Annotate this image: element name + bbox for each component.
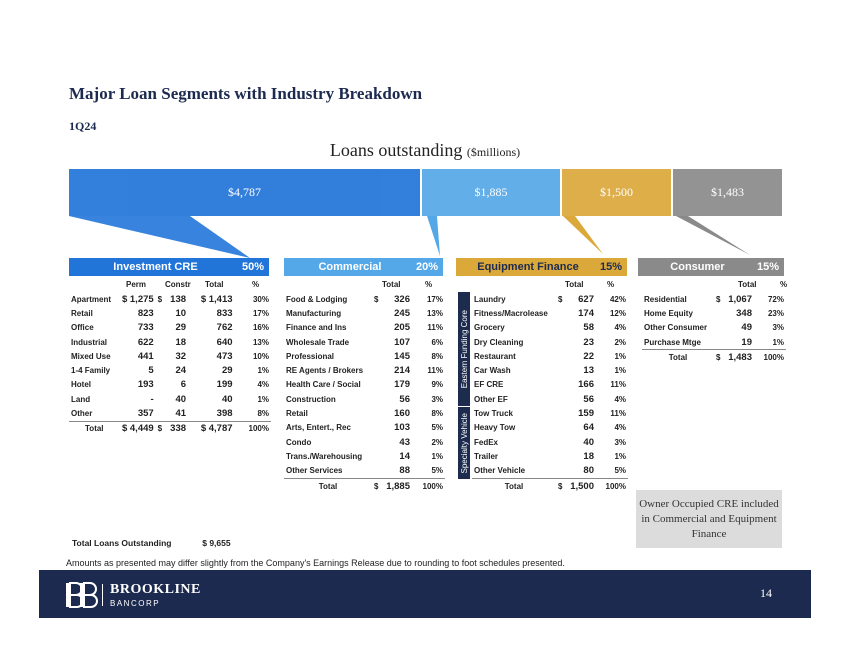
pct-value: 4% xyxy=(614,323,626,333)
table-total-row xyxy=(284,478,445,493)
pct-value: 100% xyxy=(763,352,784,362)
constr-value: 6 xyxy=(180,379,187,391)
constr-value: 29 xyxy=(175,322,187,334)
logo-sub: BANCORP xyxy=(110,599,161,608)
currency-symbol xyxy=(372,321,382,335)
currency-symbol xyxy=(372,435,382,449)
row-label: Fitness/Macrolease xyxy=(474,308,548,318)
row-label: Mixed Use xyxy=(71,351,111,361)
currency-symbol xyxy=(156,321,168,335)
pct-value: 11% xyxy=(610,409,626,419)
total-value: 199 xyxy=(216,379,233,391)
pct-value: 23% xyxy=(767,308,784,318)
total-value: 174 xyxy=(578,307,594,319)
currency-symbol xyxy=(556,349,566,363)
table-row xyxy=(69,335,271,349)
table-row xyxy=(472,421,628,435)
header-name: Consumer xyxy=(670,261,725,273)
table-row xyxy=(284,435,445,449)
connector-commercial xyxy=(427,216,440,256)
total-value: 43 xyxy=(399,436,410,448)
currency-symbol xyxy=(556,392,566,406)
bar-label-consumer: $1,483 xyxy=(711,185,744,199)
row-label: EF CRE xyxy=(474,380,504,390)
pct-value: 5% xyxy=(431,466,443,476)
table-total-row xyxy=(69,421,271,436)
total-value: $ 1,413 xyxy=(200,293,233,305)
pct-value: 17% xyxy=(252,308,269,318)
row-label: Total xyxy=(668,352,688,362)
constr-value: 32 xyxy=(175,350,187,362)
col-total: Total xyxy=(738,280,757,289)
row-label: Health Care / Social xyxy=(286,380,361,390)
constr-value: 338 xyxy=(170,423,187,435)
table-row xyxy=(472,378,628,392)
pct-value: 1% xyxy=(257,366,269,376)
brookline-logo xyxy=(66,581,216,614)
pct-value: 100% xyxy=(605,481,626,491)
total-value: 23 xyxy=(583,336,594,348)
total-value: 145 xyxy=(394,350,410,362)
pct-value: 2% xyxy=(614,337,626,347)
table-row xyxy=(472,306,628,320)
total-value: $ 4,787 xyxy=(200,423,233,435)
pct-value: 13% xyxy=(252,337,269,347)
pct-value: 3% xyxy=(772,323,784,333)
table-row xyxy=(69,378,271,392)
table-row xyxy=(472,449,628,463)
constr-value: 138 xyxy=(170,293,187,305)
currency-symbol xyxy=(156,363,168,377)
pct-value: 17% xyxy=(426,294,443,304)
row-label: Total xyxy=(85,424,104,434)
row-label: Retail xyxy=(71,308,93,318)
col-total: Total xyxy=(382,280,401,289)
pct-value: 8% xyxy=(431,409,443,419)
total-value: 56 xyxy=(399,393,410,405)
row-label: Total xyxy=(318,481,338,491)
table-row xyxy=(284,449,445,463)
total-value: 205 xyxy=(394,322,410,334)
consumer-table xyxy=(642,292,786,364)
pct-value: 1% xyxy=(431,451,443,461)
currency-symbol: $ xyxy=(374,481,379,491)
currency-symbol: $ xyxy=(558,481,563,491)
row-label: Laundry xyxy=(474,294,506,304)
header-name: Investment CRE xyxy=(113,261,198,273)
table-row xyxy=(284,292,445,306)
pct-value: 1% xyxy=(772,337,784,347)
currency-symbol xyxy=(556,464,566,479)
pct-value: 16% xyxy=(252,323,269,333)
row-label: Other EF xyxy=(474,394,508,404)
total-value: 833 xyxy=(216,307,233,319)
total-value: 1,483 xyxy=(728,351,752,363)
total-value: 18 xyxy=(583,450,594,462)
total-value: 88 xyxy=(399,465,410,477)
row-label: Finance and Ins xyxy=(286,323,347,333)
currency-symbol xyxy=(556,435,566,449)
table-row xyxy=(284,321,445,335)
currency-symbol xyxy=(156,306,168,320)
total-value: 22 xyxy=(583,350,594,362)
pct-value: 5% xyxy=(614,466,626,476)
owner-occupied-note: Owner Occupied CRE included in Commercial and Equipment Finance xyxy=(636,490,782,548)
total-value: 473 xyxy=(216,350,233,362)
logo-name: BROOKLINE xyxy=(110,582,201,597)
col-perm: Perm xyxy=(126,280,147,289)
row-label: Arts, Entert., Rec xyxy=(286,423,351,433)
currency-symbol xyxy=(372,392,382,406)
row-label: Trailer xyxy=(474,451,499,461)
col-pct: % xyxy=(252,280,260,289)
row-label: Land xyxy=(71,394,91,404)
col-pct: % xyxy=(607,280,615,289)
pct-value: 1% xyxy=(257,394,269,404)
row-label: Trans./Warehousing xyxy=(286,451,363,461)
table-row xyxy=(69,406,271,421)
constr-value: 41 xyxy=(175,408,187,420)
col-total: Total xyxy=(205,280,224,289)
perm-value: 441 xyxy=(137,350,154,362)
connector-equipment xyxy=(563,216,603,254)
table-row xyxy=(472,435,628,449)
header-commercial xyxy=(284,258,443,276)
perm-value: $ 1,275 xyxy=(121,293,154,305)
pct-value: 4% xyxy=(257,380,269,390)
eastern-funding-core-label: Eastern Funding Core xyxy=(458,292,470,406)
pct-value: 1% xyxy=(614,451,626,461)
pct-value: 11% xyxy=(610,380,626,390)
connector-cre xyxy=(69,216,250,258)
row-label: RE Agents / Brokers xyxy=(286,366,364,376)
total-value: 64 xyxy=(583,422,594,434)
row-label: Food & Lodging xyxy=(286,294,348,304)
total-value: 80 xyxy=(583,465,594,477)
commercial-table xyxy=(284,292,445,493)
currency-symbol: $ xyxy=(716,294,721,304)
pct-value: 30% xyxy=(252,294,269,304)
row-label: Office xyxy=(71,323,94,333)
row-label: Apartment xyxy=(71,294,112,304)
perm-value: 193 xyxy=(137,379,154,391)
table-row xyxy=(69,363,271,377)
table-row xyxy=(284,464,445,479)
currency-symbol xyxy=(372,306,382,320)
row-label: Grocery xyxy=(474,323,505,333)
currency-symbol xyxy=(156,349,168,363)
pct-value: 1% xyxy=(614,351,626,361)
total-loans-value: $ 9,655 xyxy=(202,538,231,548)
table-row xyxy=(472,349,628,363)
perm-value: 733 xyxy=(137,322,154,334)
currency-symbol xyxy=(156,406,168,421)
row-label: Total xyxy=(504,481,524,491)
total-value: 179 xyxy=(394,379,410,391)
row-label: Retail xyxy=(286,409,308,419)
row-label: Purchase Mtge xyxy=(644,337,701,347)
table-row xyxy=(284,378,445,392)
total-value: 214 xyxy=(394,365,410,377)
page-title: Major Loan Segments with Industry Breakdown xyxy=(69,84,423,103)
table-row xyxy=(642,321,786,335)
row-label: Restaurant xyxy=(474,351,516,361)
equipment-finance-table xyxy=(472,292,628,493)
row-label: Professional xyxy=(286,351,335,361)
table-row xyxy=(284,306,445,320)
table-row xyxy=(69,292,271,306)
currency-symbol: $ xyxy=(157,294,163,304)
constr-value: 40 xyxy=(175,393,187,405)
table-row xyxy=(472,406,628,420)
constr-value: 18 xyxy=(175,336,187,348)
bar-label-cre: $4,787 xyxy=(228,185,261,199)
pct-value: 12% xyxy=(609,308,626,318)
total-value: 40 xyxy=(221,393,233,405)
bar-label-commercial: $1,885 xyxy=(474,185,508,199)
total-value: 1,885 xyxy=(386,480,410,492)
table-row xyxy=(642,335,786,350)
pct-value: 8% xyxy=(257,409,269,419)
currency-symbol xyxy=(556,335,566,349)
period-label: 1Q24 xyxy=(69,119,97,133)
pct-value: 42% xyxy=(609,294,626,304)
pct-value: 10% xyxy=(252,351,269,361)
row-label: Wholesale Trade xyxy=(286,337,350,347)
perm-value: $ 4,449 xyxy=(121,423,154,435)
total-value: 160 xyxy=(394,408,410,420)
currency-symbol: $ xyxy=(374,294,379,304)
total-value: 40 xyxy=(583,436,594,448)
row-label: FedEx xyxy=(474,437,499,447)
table-row xyxy=(284,406,445,420)
currency-symbol xyxy=(372,464,382,479)
chart-heading-text: Loans outstanding xyxy=(329,140,463,160)
perm-value: 823 xyxy=(137,307,154,319)
total-value: 1,067 xyxy=(728,293,752,305)
total-value: 14 xyxy=(399,450,410,462)
total-value: 49 xyxy=(741,322,752,334)
currency-symbol xyxy=(556,378,566,392)
row-label: 1-4 Family xyxy=(71,366,111,376)
perm-value: 357 xyxy=(137,408,154,420)
header-pct: 15% xyxy=(756,261,779,273)
row-label: Tow Truck xyxy=(474,409,513,419)
total-value: 19 xyxy=(741,336,752,348)
row-label: Hotel xyxy=(71,380,91,390)
currency-symbol xyxy=(372,335,382,349)
table-row xyxy=(472,363,628,377)
currency-symbol xyxy=(556,363,566,377)
row-label: Car Wash xyxy=(474,366,511,376)
currency-symbol xyxy=(372,449,382,463)
table-row xyxy=(284,421,445,435)
pct-value: 9% xyxy=(431,380,443,390)
total-value: 159 xyxy=(578,408,594,420)
pct-value: 100% xyxy=(422,481,443,491)
chart-heading-unit: ($millions) xyxy=(466,145,521,159)
currency-symbol xyxy=(556,449,566,463)
row-label: Industrial xyxy=(71,337,108,347)
table-row xyxy=(69,306,271,320)
table-row xyxy=(284,349,445,363)
currency-symbol xyxy=(556,421,566,435)
currency-symbol xyxy=(156,392,168,406)
currency-symbol: $ xyxy=(157,424,163,434)
total-value: 640 xyxy=(216,336,233,348)
row-label: Manufacturing xyxy=(286,308,342,318)
table-total-row xyxy=(642,350,786,365)
table-row xyxy=(472,292,628,306)
header-pct: 15% xyxy=(599,261,622,273)
row-label: Residential xyxy=(644,294,687,304)
header-consumer xyxy=(638,258,784,276)
total-value: 762 xyxy=(216,322,233,334)
table-row xyxy=(472,464,628,479)
constr-value: 24 xyxy=(175,365,187,377)
pct-value: 4% xyxy=(614,394,626,404)
perm-value: 5 xyxy=(148,365,154,377)
row-label: Construction xyxy=(286,394,336,404)
row-label: Dry Cleaning xyxy=(474,337,524,347)
currency-symbol xyxy=(714,335,724,350)
investment-cre-table xyxy=(69,292,271,436)
currency-symbol xyxy=(372,421,382,435)
disclaimer: Amounts as presented may differ slightly from the Company's Earnings Release due to rounding to foot schedules presented. xyxy=(66,558,565,568)
total-value: 103 xyxy=(394,422,410,434)
table-row xyxy=(69,321,271,335)
currency-symbol xyxy=(156,378,168,392)
pct-value: 100% xyxy=(248,424,269,434)
table-row xyxy=(642,292,786,306)
col-pct: % xyxy=(780,280,788,289)
table-row xyxy=(472,392,628,406)
header-name: Commercial xyxy=(318,261,382,273)
connector-consumer xyxy=(676,216,750,255)
currency-symbol xyxy=(372,378,382,392)
table-row xyxy=(472,335,628,349)
currency-symbol: $ xyxy=(558,294,563,304)
col-pct: % xyxy=(425,280,433,289)
table-row xyxy=(69,392,271,406)
total-value: 245 xyxy=(394,307,410,319)
row-label: Heavy Tow xyxy=(474,423,516,433)
page-number: 14 xyxy=(760,586,772,600)
total-value: 326 xyxy=(394,293,410,305)
table-total-row xyxy=(472,478,628,493)
table-row xyxy=(284,335,445,349)
total-loans-label: Total Loans Outstanding xyxy=(72,538,172,548)
row-label: Home Equity xyxy=(644,308,693,318)
pct-value: 1% xyxy=(614,366,626,376)
total-value: 56 xyxy=(583,393,594,405)
pct-value: 11% xyxy=(427,366,443,376)
currency-symbol: $ xyxy=(716,352,721,362)
pct-value: 4% xyxy=(614,423,626,433)
table-row xyxy=(284,392,445,406)
header-name: Equipment Finance xyxy=(477,261,579,273)
currency-symbol xyxy=(556,306,566,320)
total-value: 166 xyxy=(578,379,594,391)
col-total: Total xyxy=(565,280,584,289)
pct-value: 3% xyxy=(431,394,443,404)
pct-value: 72% xyxy=(767,294,784,304)
row-label: Other Consumer xyxy=(644,323,708,333)
header-investment-cre xyxy=(69,258,269,276)
bar-label-equipment: $1,500 xyxy=(600,185,633,199)
table-row xyxy=(642,306,786,320)
row-label: Condo xyxy=(286,437,312,447)
currency-symbol xyxy=(714,321,724,335)
pct-value: 6% xyxy=(431,337,443,347)
currency-symbol xyxy=(156,335,168,349)
currency-symbol xyxy=(372,406,382,420)
total-value: 627 xyxy=(578,293,594,305)
pct-value: 13% xyxy=(426,308,443,318)
specialty-vehicle-label: Specialty Vehicle xyxy=(458,407,470,479)
pct-value: 3% xyxy=(614,437,626,447)
currency-symbol xyxy=(556,406,566,420)
total-loans-outstanding xyxy=(72,538,231,548)
currency-symbol xyxy=(372,363,382,377)
table-row xyxy=(69,349,271,363)
table-row xyxy=(472,321,628,335)
pct-value: 5% xyxy=(431,423,443,433)
total-value: 29 xyxy=(221,365,233,377)
header-pct: 50% xyxy=(241,261,264,273)
row-label: Other xyxy=(71,409,93,419)
total-value: 1,500 xyxy=(570,480,594,492)
header-equipment xyxy=(456,258,627,276)
pct-value: 11% xyxy=(427,323,443,333)
total-value: 348 xyxy=(736,307,752,319)
total-value: 58 xyxy=(583,322,594,334)
row-label: Other Services xyxy=(286,466,343,476)
total-value: 398 xyxy=(216,408,233,420)
row-label: Other Vehicle xyxy=(474,466,526,476)
pct-value: 2% xyxy=(431,437,443,447)
perm-value: 622 xyxy=(137,336,154,348)
currency-symbol xyxy=(372,349,382,363)
currency-symbol xyxy=(556,321,566,335)
header-pct: 20% xyxy=(415,261,438,273)
col-constr: Constr xyxy=(165,280,191,289)
constr-value: 10 xyxy=(175,307,187,319)
pct-value: 8% xyxy=(431,351,443,361)
currency-symbol xyxy=(714,306,724,320)
perm-value: - xyxy=(150,393,154,405)
total-value: 107 xyxy=(394,336,410,348)
table-row xyxy=(284,363,445,377)
total-value: 13 xyxy=(583,365,594,377)
